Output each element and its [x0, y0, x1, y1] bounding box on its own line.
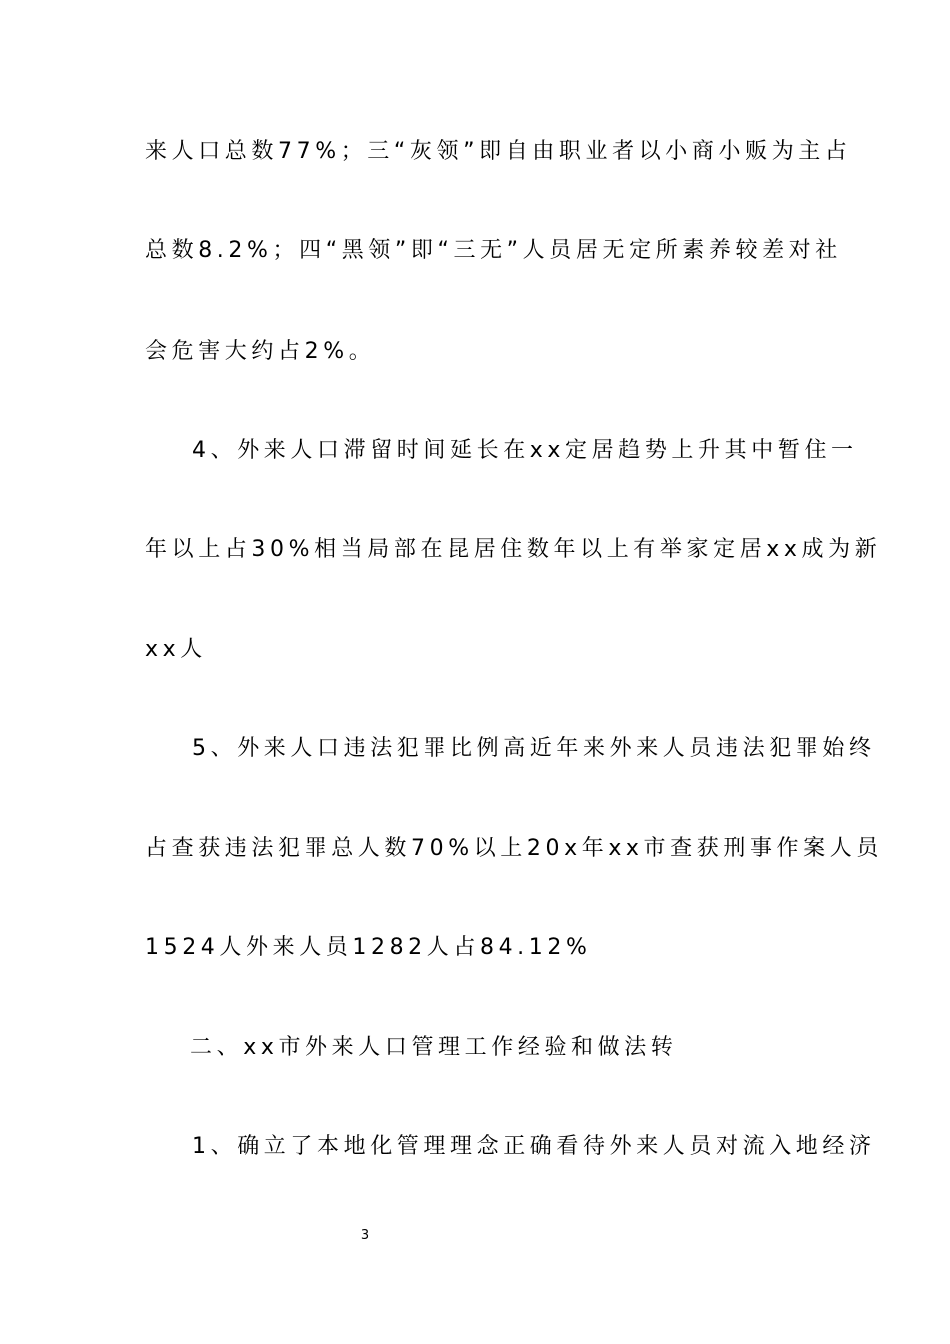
- text-line-2: 总数8.2%；四“黑领”即“三无”人员居无定所素养较差对社: [145, 238, 842, 263]
- text-line-1: 来人口总数77%；三“灰领”即自由职业者以小商小贩为主占: [145, 139, 852, 164]
- text-line-7: 5、外来人口违法犯罪比例高近年来外来人员违法犯罪始终: [192, 736, 876, 761]
- section-heading: 二、xx市外来人口管理工作经验和做法转: [190, 1035, 678, 1060]
- text-line-9: 1524人外来人员1282人占84.12%: [145, 935, 592, 960]
- text-line-4: 4、外来人口滞留时间延长在xx定居趋势上升其中暂住一: [192, 438, 858, 463]
- text-line-6: xx人: [145, 637, 207, 662]
- text-line-11: 1、确立了本地化管理理念正确看待外来人员对流入地经济: [192, 1134, 876, 1159]
- page-number: 3: [360, 1228, 370, 1243]
- text-line-5: 年以上占30%相当局部在昆居住数年以上有举家定居xx成为新: [145, 537, 882, 562]
- text-line-8: 占查获违法犯罪总人数70%以上20x年xx市查获刑事作案人员: [145, 836, 883, 861]
- text-line-3: 会危害大约占2%。: [145, 339, 376, 364]
